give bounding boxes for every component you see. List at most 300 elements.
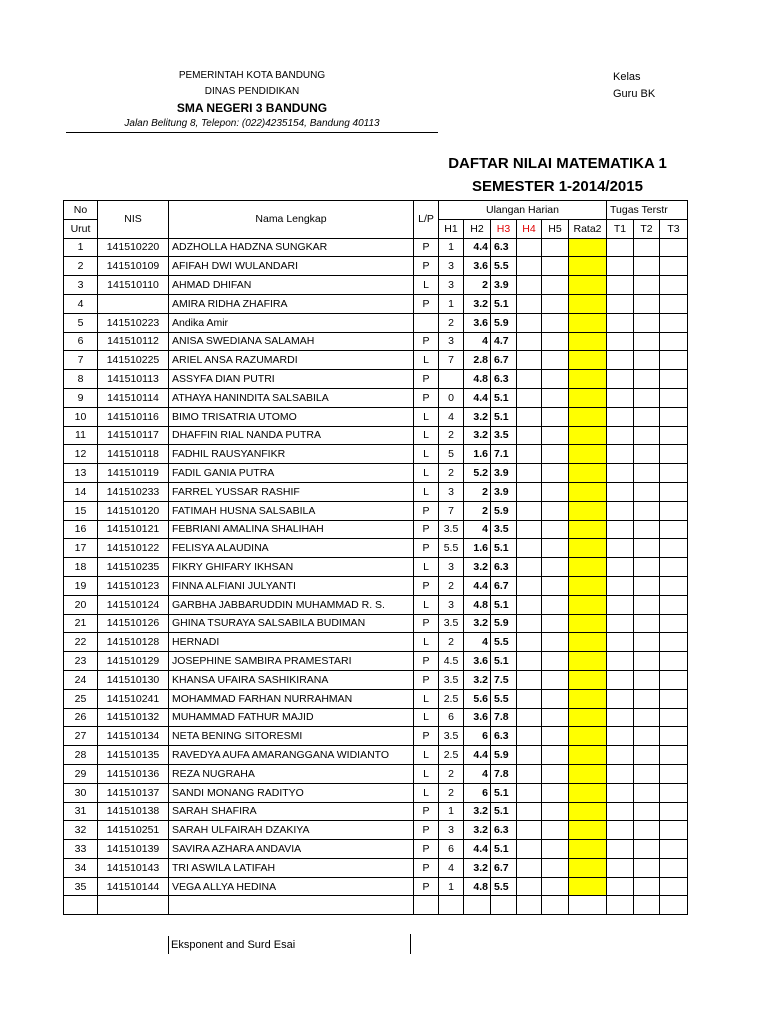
cell-h3: 6.3: [491, 370, 517, 389]
cell-h1: 3: [439, 332, 464, 351]
cell-h4: [517, 520, 542, 539]
cell-t1: [607, 294, 634, 313]
cell-t3: [660, 464, 688, 483]
col-h1-header: H1: [439, 219, 464, 238]
cell-nis: 141510110: [98, 276, 169, 295]
cell-t2: [634, 858, 660, 877]
cell-t1: [607, 727, 634, 746]
cell-h1: 3.5: [439, 670, 464, 689]
page-subtitle: SEMESTER 1-2014/2015: [472, 178, 643, 195]
cell-no: 24: [64, 670, 98, 689]
cell-h3: 7.5: [491, 670, 517, 689]
cell-t2: [634, 595, 660, 614]
cell-t2: [634, 351, 660, 370]
cell-h2: 3.2: [464, 858, 491, 877]
cell-h3: 6.3: [491, 821, 517, 840]
cell-nama: FARREL YUSSAR RASHIF: [169, 482, 414, 501]
cell-nis: 141510220: [98, 238, 169, 257]
cell-nis: 141510109: [98, 257, 169, 276]
cell-nis: 141510132: [98, 708, 169, 727]
cell-nama: MUHAMMAD FATHUR MAJID: [169, 708, 414, 727]
cell-no: 21: [64, 614, 98, 633]
cell-rata2: [569, 727, 607, 746]
cell-h2: 3.6: [464, 652, 491, 671]
cell-rata2: [569, 351, 607, 370]
cell-no: 30: [64, 783, 98, 802]
kelas-label: Kelas: [613, 71, 641, 83]
cell-h1: 3.5: [439, 614, 464, 633]
cell-t1: [607, 482, 634, 501]
cell-nis: 141510129: [98, 652, 169, 671]
cell-nis: 141510117: [98, 426, 169, 445]
cell-t3: [660, 388, 688, 407]
cell-nama: RAVEDYA AUFA AMARANGGANA WIDIANTO: [169, 746, 414, 765]
cell-nis: 141510143: [98, 858, 169, 877]
cell-rata2: [569, 539, 607, 558]
cell-t3: [660, 670, 688, 689]
cell-h3: 6.7: [491, 858, 517, 877]
cell-rata2: [569, 276, 607, 295]
cell-lp: P: [414, 370, 439, 389]
cell-rata2: [569, 238, 607, 257]
table-row: [64, 840, 688, 859]
cell-h5: [542, 689, 569, 708]
cell-lp: L: [414, 276, 439, 295]
cell-h4: [517, 840, 542, 859]
cell-t3: [660, 821, 688, 840]
cell-h2: 3.2: [464, 802, 491, 821]
table-row: [64, 539, 688, 558]
cell-nis: 141510135: [98, 746, 169, 765]
cell-t2: [634, 783, 660, 802]
cell-h2: 5.2: [464, 464, 491, 483]
cell-h3: 6.3: [491, 727, 517, 746]
cell-nis: 141510138: [98, 802, 169, 821]
cell-h5: [542, 370, 569, 389]
cell-no: 26: [64, 708, 98, 727]
cell-no: 1: [64, 238, 98, 257]
cell-nis: 141510134: [98, 727, 169, 746]
cell-h4: [517, 595, 542, 614]
cell-h4: [517, 558, 542, 577]
cell-t2: [634, 520, 660, 539]
cell-h2: 3.2: [464, 407, 491, 426]
footer-note: Eksponent and Surd Esai: [168, 936, 295, 954]
cell-lp: P: [414, 858, 439, 877]
cell-t2: [634, 821, 660, 840]
cell-h5: [542, 445, 569, 464]
cell-h3: 5.1: [491, 595, 517, 614]
cell-t1: [607, 576, 634, 595]
table-row: [64, 332, 688, 351]
cell-h5: [542, 858, 569, 877]
cell-h4: [517, 482, 542, 501]
cell-no: 29: [64, 764, 98, 783]
cell-nis: 141510112: [98, 332, 169, 351]
cell-no: 2: [64, 257, 98, 276]
table-row: [64, 821, 688, 840]
cell-h2: 4.4: [464, 840, 491, 859]
cell-nis: 141510128: [98, 633, 169, 652]
cell-t3: [660, 370, 688, 389]
cell-t1: [607, 877, 634, 896]
cell-t2: [634, 614, 660, 633]
cell-h3: 5.1: [491, 652, 517, 671]
cell-h2: 3.6: [464, 257, 491, 276]
cell-t3: [660, 276, 688, 295]
cell-h5: [542, 332, 569, 351]
cell-t1: [607, 614, 634, 633]
cell-h5: [542, 746, 569, 765]
cell-rata2: [569, 821, 607, 840]
table-row: [64, 652, 688, 671]
cell-h5: [542, 276, 569, 295]
cell-h2: 3.6: [464, 313, 491, 332]
cell-rata2: [569, 332, 607, 351]
cell-h3: 5.5: [491, 633, 517, 652]
col-t3-header: T3: [660, 219, 688, 238]
cell-h3: 7.8: [491, 764, 517, 783]
cell-rata2: [569, 689, 607, 708]
cell-t3: [660, 313, 688, 332]
cell-h1: 7: [439, 351, 464, 370]
gurubk-label: Guru BK: [613, 88, 656, 100]
cell-no: 19: [64, 576, 98, 595]
cell-h4: [517, 858, 542, 877]
cell-t1: [607, 689, 634, 708]
cell-nama: JOSEPHINE SAMBIRA PRAMESTARI: [169, 652, 414, 671]
cell-h1: 6: [439, 708, 464, 727]
cell-h3: 5.5: [491, 877, 517, 896]
cell-h5: [542, 238, 569, 257]
cell-h1: [439, 370, 464, 389]
cell-lp: L: [414, 708, 439, 727]
cell-h1: 5: [439, 445, 464, 464]
cell-h4: [517, 764, 542, 783]
cell-h5: [542, 539, 569, 558]
cell-t1: [607, 821, 634, 840]
cell-t1: [607, 407, 634, 426]
table-row: [64, 783, 688, 802]
cell-lp: L: [414, 558, 439, 577]
cell-h1: 2.5: [439, 746, 464, 765]
cell-h1: 2.5: [439, 689, 464, 708]
cell-empty: [491, 896, 517, 915]
col-t2-header: T2: [634, 219, 660, 238]
cell-nama: Andika Amir: [169, 313, 414, 332]
cell-rata2: [569, 670, 607, 689]
cell-no: 7: [64, 351, 98, 370]
table-row: [64, 313, 688, 332]
cell-h1: 2: [439, 764, 464, 783]
cell-h5: [542, 633, 569, 652]
cell-h4: [517, 257, 542, 276]
cell-h1: 2: [439, 313, 464, 332]
cell-h3: 3.5: [491, 520, 517, 539]
cell-nis: 141510223: [98, 313, 169, 332]
cell-no: 20: [64, 595, 98, 614]
cell-nis: 141510251: [98, 821, 169, 840]
cell-rata2: [569, 520, 607, 539]
cell-h4: [517, 388, 542, 407]
cell-t3: [660, 351, 688, 370]
cell-lp: P: [414, 821, 439, 840]
cell-h4: [517, 708, 542, 727]
cell-nama: FATIMAH HUSNA SALSABILA: [169, 501, 414, 520]
col-h4-header: H4: [517, 219, 542, 238]
col-no-urut-header: [64, 201, 98, 220]
cell-t3: [660, 633, 688, 652]
cell-h4: [517, 652, 542, 671]
cell-h4: [517, 670, 542, 689]
gov-name: PEMERINTAH KOTA BANDUNG: [178, 70, 326, 81]
cell-h5: [542, 670, 569, 689]
cell-h4: [517, 407, 542, 426]
cell-t1: [607, 652, 634, 671]
cell-t2: [634, 294, 660, 313]
cell-t1: [607, 388, 634, 407]
cell-nis: 141510139: [98, 840, 169, 859]
cell-h2: 1.6: [464, 539, 491, 558]
cell-t3: [660, 539, 688, 558]
cell-h3: 7.8: [491, 708, 517, 727]
cell-t3: [660, 595, 688, 614]
col-urut-label: Urut: [64, 219, 98, 238]
table-row: [64, 501, 688, 520]
cell-t1: [607, 595, 634, 614]
cell-h4: [517, 746, 542, 765]
cell-rata2: [569, 840, 607, 859]
cell-t2: [634, 464, 660, 483]
school-name: SMA NEGERI 3 BANDUNG: [176, 101, 328, 115]
cell-nama: REZA NUGRAHA: [169, 764, 414, 783]
table-row: [64, 351, 688, 370]
cell-nama: SARAH ULFAIRAH DZAKIYA: [169, 821, 414, 840]
cell-h5: [542, 407, 569, 426]
cell-lp: P: [414, 670, 439, 689]
table-row: [64, 764, 688, 783]
cell-h5: [542, 595, 569, 614]
cell-nis: 141510136: [98, 764, 169, 783]
cell-t2: [634, 877, 660, 896]
cell-nama: VEGA ALLYA HEDINA: [169, 877, 414, 896]
cell-empty: [64, 896, 98, 915]
cell-no: 31: [64, 802, 98, 821]
cell-nama: FINNA ALFIANI JULYANTI: [169, 576, 414, 595]
cell-empty: [517, 896, 542, 915]
cell-nis: 141510241: [98, 689, 169, 708]
cell-h3: 5.1: [491, 407, 517, 426]
cell-empty: [569, 896, 607, 915]
cell-lp: P: [414, 388, 439, 407]
cell-rata2: [569, 576, 607, 595]
cell-t1: [607, 276, 634, 295]
cell-h2: 4.4: [464, 576, 491, 595]
cell-h1: 3: [439, 821, 464, 840]
col-lp-header: L/P: [414, 201, 439, 239]
cell-h2: 3.2: [464, 426, 491, 445]
cell-lp: P: [414, 294, 439, 313]
cell-t3: [660, 558, 688, 577]
cell-nama: SANDI MONANG RADITYO: [169, 783, 414, 802]
cell-t3: [660, 614, 688, 633]
cell-rata2: [569, 445, 607, 464]
cell-t3: [660, 727, 688, 746]
cell-h1: 4.5: [439, 652, 464, 671]
cell-nis: 141510121: [98, 520, 169, 539]
cell-nama: SAVIRA AZHARA ANDAVIA: [169, 840, 414, 859]
cell-h1: 7: [439, 501, 464, 520]
cell-no: 3: [64, 276, 98, 295]
cell-lp: P: [414, 501, 439, 520]
table-row: [64, 689, 688, 708]
cell-h5: [542, 576, 569, 595]
cell-nama: FEBRIANI AMALINA SHALIHAH: [169, 520, 414, 539]
cell-nis: 141510225: [98, 351, 169, 370]
cell-no: 11: [64, 426, 98, 445]
cell-h4: [517, 332, 542, 351]
cell-h5: [542, 464, 569, 483]
table-row: [64, 445, 688, 464]
cell-no: 8: [64, 370, 98, 389]
cell-h5: [542, 840, 569, 859]
cell-h4: [517, 633, 542, 652]
cell-no: 5: [64, 313, 98, 332]
cell-empty: [439, 896, 464, 915]
cell-no: 12: [64, 445, 98, 464]
cell-no: 10: [64, 407, 98, 426]
cell-h5: [542, 501, 569, 520]
cell-rata2: [569, 370, 607, 389]
cell-h1: 2: [439, 633, 464, 652]
table-row: [64, 482, 688, 501]
ulangan-harian-header: Ulangan Harian: [439, 201, 607, 220]
cell-t3: [660, 783, 688, 802]
cell-nis: 141510124: [98, 595, 169, 614]
cell-no: 6: [64, 332, 98, 351]
cell-rata2: [569, 501, 607, 520]
cell-h4: [517, 351, 542, 370]
cell-t2: [634, 727, 660, 746]
cell-rata2: [569, 257, 607, 276]
table-row: [64, 464, 688, 483]
cell-h3: 5.1: [491, 802, 517, 821]
cell-rata2: [569, 764, 607, 783]
cell-h1: 2: [439, 576, 464, 595]
cell-no: 23: [64, 652, 98, 671]
cell-t2: [634, 746, 660, 765]
cell-nama: MOHAMMAD FARHAN NURRAHMAN: [169, 689, 414, 708]
cell-rata2: [569, 482, 607, 501]
cell-no: 9: [64, 388, 98, 407]
cell-h3: 5.1: [491, 294, 517, 313]
cell-t3: [660, 482, 688, 501]
cell-t1: [607, 445, 634, 464]
cell-h4: [517, 370, 542, 389]
cell-h1: 3.5: [439, 727, 464, 746]
cell-lp: L: [414, 407, 439, 426]
cell-t2: [634, 238, 660, 257]
cell-h3: 6.3: [491, 238, 517, 257]
cell-lp: P: [414, 539, 439, 558]
table-row: [64, 576, 688, 595]
cell-nama: ATHAYA HANINDITA SALSABILA: [169, 388, 414, 407]
cell-lp: L: [414, 633, 439, 652]
table-row: [64, 257, 688, 276]
cell-h1: 1: [439, 238, 464, 257]
cell-t2: [634, 482, 660, 501]
cell-h3: 5.5: [491, 257, 517, 276]
school-address: Jalan Belitung 8, Telepon: (022)4235154, Bandung 40113: [124, 118, 380, 129]
cell-rata2: [569, 388, 607, 407]
table-row: [64, 595, 688, 614]
cell-t1: [607, 783, 634, 802]
cell-t1: [607, 351, 634, 370]
cell-h4: [517, 238, 542, 257]
cell-h2: 3.2: [464, 670, 491, 689]
cell-lp: P: [414, 840, 439, 859]
cell-h1: 2: [439, 783, 464, 802]
cell-lp: P: [414, 520, 439, 539]
cell-h3: 5.9: [491, 313, 517, 332]
cell-h5: [542, 388, 569, 407]
cell-h4: [517, 576, 542, 595]
cell-nis: 141510144: [98, 877, 169, 896]
cell-h3: 5.1: [491, 783, 517, 802]
cell-nis: 141510137: [98, 783, 169, 802]
cell-no: 32: [64, 821, 98, 840]
table-row-empty: [64, 896, 688, 915]
cell-h5: [542, 482, 569, 501]
cell-no: 14: [64, 482, 98, 501]
cell-h5: [542, 821, 569, 840]
cell-h5: [542, 614, 569, 633]
cell-t3: [660, 501, 688, 520]
cell-nis: [98, 294, 169, 313]
cell-nama: AFIFAH DWI WULANDARI: [169, 257, 414, 276]
cell-h3: 6.7: [491, 576, 517, 595]
cell-lp: P: [414, 238, 439, 257]
cell-rata2: [569, 294, 607, 313]
cell-h1: 5.5: [439, 539, 464, 558]
cell-h5: [542, 426, 569, 445]
col-h5-header: H5: [542, 219, 569, 238]
cell-rata2: [569, 652, 607, 671]
table-row: [64, 426, 688, 445]
cell-h2: 4: [464, 633, 491, 652]
cell-t1: [607, 501, 634, 520]
cell-lp: P: [414, 257, 439, 276]
cell-h4: [517, 689, 542, 708]
cell-h4: [517, 313, 542, 332]
cell-no: 17: [64, 539, 98, 558]
cell-h2: 3.2: [464, 558, 491, 577]
cell-h1: 4: [439, 407, 464, 426]
cell-empty: [607, 896, 634, 915]
cell-h4: [517, 783, 542, 802]
cell-t3: [660, 332, 688, 351]
cell-h4: [517, 501, 542, 520]
cell-nis: 141510116: [98, 407, 169, 426]
cell-h4: [517, 539, 542, 558]
cell-t1: [607, 558, 634, 577]
cell-nama: GARBHA JABBARUDDIN MUHAMMAD R. S.: [169, 595, 414, 614]
cell-t2: [634, 689, 660, 708]
cell-h3: 3.9: [491, 464, 517, 483]
cell-rata2: [569, 633, 607, 652]
cell-nama: FELISYA ALAUDINA: [169, 539, 414, 558]
cell-h1: 3: [439, 595, 464, 614]
